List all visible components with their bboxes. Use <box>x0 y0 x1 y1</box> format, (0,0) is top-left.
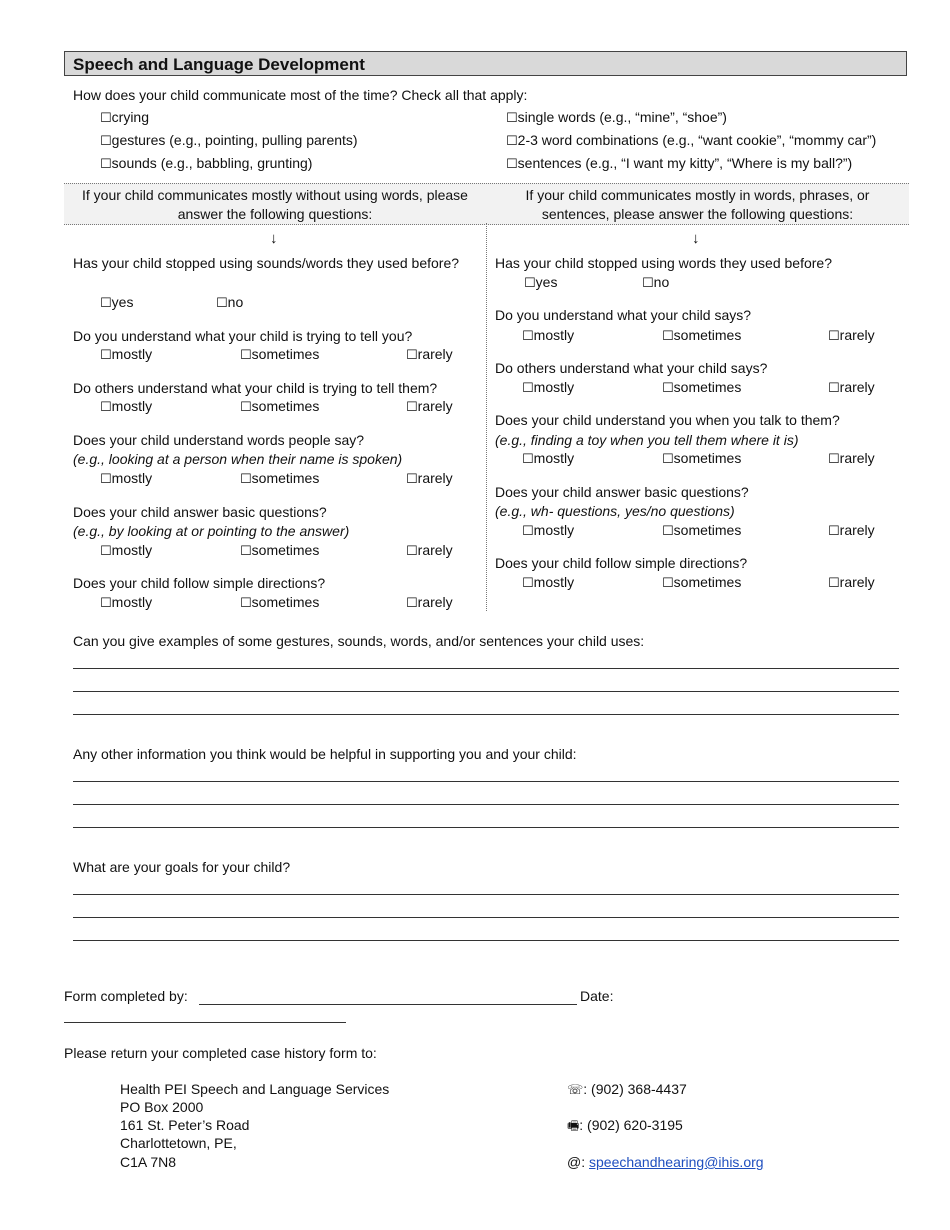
fax-info: 🖷: (902) 620-3195 <box>567 1117 683 1134</box>
left-q4-mostly[interactable]: ☐mostly <box>100 470 153 487</box>
fax-icon: 🖷 <box>567 1119 580 1134</box>
checkbox-single-words[interactable]: ☐single words (e.g., “mine”, “shoe”) <box>506 109 727 126</box>
left-q2-rarely[interactable]: ☐rarely <box>406 346 453 363</box>
right-q1-yes[interactable]: ☐yes <box>524 274 558 291</box>
right-q6-rarely[interactable]: ☐rarely <box>828 574 875 591</box>
goals-answer-line[interactable] <box>73 917 899 918</box>
left-q6-text: Does your child follow simple directions? <box>73 575 326 591</box>
goals-answer-line[interactable] <box>73 894 899 895</box>
right-q1-text: Has your child stopped using words they used before? <box>495 255 832 271</box>
right-q1-no[interactable]: ☐no <box>642 274 670 291</box>
left-q2-sometimes[interactable]: ☐sometimes <box>240 346 320 363</box>
right-q6-sometimes[interactable]: ☐sometimes <box>662 574 742 591</box>
right-q4-text: Does your child understand you when you talk to them? <box>495 412 840 428</box>
right-q5-rarely[interactable]: ☐rarely <box>828 522 875 539</box>
right-q2-sometimes[interactable]: ☐sometimes <box>662 327 742 344</box>
address-line: C1A 7N8 <box>120 1154 177 1170</box>
right-arrow-icon: ↓ <box>692 230 700 247</box>
left-q5-text: Does your child answer basic questions? <box>73 504 327 520</box>
left-q5-mostly[interactable]: ☐mostly <box>100 542 153 559</box>
checkbox-word-combinations[interactable]: ☐2-3 word combinations (e.g., “want cookie”, “mommy car”) <box>506 132 877 149</box>
examples-question: Can you give examples of some gestures, sounds, words, and/or sentences your child uses: <box>73 633 645 649</box>
right-q4-sometimes[interactable]: ☐sometimes <box>662 450 742 467</box>
phone-icon: ☏ <box>567 1083 584 1098</box>
left-q3-sometimes[interactable]: ☐sometimes <box>240 398 320 415</box>
right-q4-example: (e.g., finding a toy when you tell them where it is) <box>495 432 799 448</box>
left-q3-rarely[interactable]: ☐rarely <box>406 398 453 415</box>
goals-question: What are your goals for your child? <box>73 859 291 875</box>
right-q3-text: Do others understand what your child says? <box>495 360 768 376</box>
other-info-question: Any other information you think would be helpful in supporting you and your child: <box>73 746 577 762</box>
phone-info: ☏: (902) 368-4437 <box>567 1081 687 1098</box>
other-info-answer-line[interactable] <box>73 804 899 805</box>
address-line: Charlottetown, PE, <box>120 1135 237 1151</box>
right-q6-mostly[interactable]: ☐mostly <box>522 574 575 591</box>
right-q5-text: Does your child answer basic questions? <box>495 484 749 500</box>
left-instructions: If your child communicates mostly without using words, please answer the following questions: <box>82 187 468 222</box>
other-info-answer-line[interactable] <box>73 827 899 828</box>
left-q4-example: (e.g., looking at a person when their name is spoken) <box>73 451 403 467</box>
examples-answer-line[interactable] <box>73 668 899 669</box>
left-q5-example: (e.g., by looking at or pointing to the answer) <box>73 523 350 539</box>
left-q4-sometimes[interactable]: ☐sometimes <box>240 470 320 487</box>
right-q4-rarely[interactable]: ☐rarely <box>828 450 875 467</box>
left-q1-yes[interactable]: ☐yes <box>100 294 134 311</box>
left-q1-no[interactable]: ☐no <box>216 294 244 311</box>
date-field[interactable] <box>64 1022 346 1023</box>
other-info-answer-line[interactable] <box>73 781 899 782</box>
right-q3-mostly[interactable]: ☐mostly <box>522 379 575 396</box>
section-title: Speech and Language Development <box>64 51 907 76</box>
right-q2-text: Do you understand what your child says? <box>495 307 752 323</box>
left-q6-rarely[interactable]: ☐rarely <box>406 594 453 611</box>
right-q4-mostly[interactable]: ☐mostly <box>522 450 575 467</box>
right-q3-rarely[interactable]: ☐rarely <box>828 379 875 396</box>
left-q5-rarely[interactable]: ☐rarely <box>406 542 453 559</box>
email-info: @: speechandhearing@ihis.org <box>567 1154 764 1170</box>
address-line: Health PEI Speech and Language Services <box>120 1081 390 1097</box>
left-q6-mostly[interactable]: ☐mostly <box>100 594 153 611</box>
right-q5-example: (e.g., wh- questions, yes/no questions) <box>495 503 735 519</box>
right-instructions: If your child communicates mostly in words, phrases, or sentences, please answer the following questions: <box>525 187 870 222</box>
email-link[interactable]: speechandhearing@ihis.org <box>589 1154 764 1170</box>
right-q6-text: Does your child follow simple directions? <box>495 555 748 571</box>
examples-answer-line[interactable] <box>73 691 899 692</box>
column-divider <box>486 223 487 611</box>
checkbox-crying[interactable]: ☐crying <box>100 109 150 126</box>
checkbox-sentences[interactable]: ☐sentences (e.g., “I want my kitty”, “Where is my ball?”) <box>506 155 853 172</box>
date-label: Date: <box>580 988 614 1004</box>
right-q3-sometimes[interactable]: ☐sometimes <box>662 379 742 396</box>
examples-answer-line[interactable] <box>73 714 899 715</box>
right-q5-mostly[interactable]: ☐mostly <box>522 522 575 539</box>
communicate-question: How does your child communicate most of the time? Check all that apply: <box>73 87 528 103</box>
right-q2-rarely[interactable]: ☐rarely <box>828 327 875 344</box>
left-q4-text: Does your child understand words people say? <box>73 432 365 448</box>
checkbox-sounds[interactable]: ☐sounds (e.g., babbling, grunting) <box>100 155 313 172</box>
address-line: PO Box 2000 <box>120 1099 204 1115</box>
left-q3-text: Do others understand what your child is trying to tell them? <box>73 380 438 396</box>
left-arrow-icon: ↓ <box>270 230 278 247</box>
completed-by-label: Form completed by: <box>64 988 188 1004</box>
left-q5-sometimes[interactable]: ☐sometimes <box>240 542 320 559</box>
checkbox-gestures[interactable]: ☐gestures (e.g., pointing, pulling parents) <box>100 132 358 149</box>
left-q1-text: Has your child stopped using sounds/words they used before? <box>73 255 460 271</box>
left-q6-sometimes[interactable]: ☐sometimes <box>240 594 320 611</box>
left-q4-rarely[interactable]: ☐rarely <box>406 470 453 487</box>
address-line: 161 St. Peter’s Road <box>120 1117 250 1133</box>
right-q2-mostly[interactable]: ☐mostly <box>522 327 575 344</box>
left-q2-text: Do you understand what your child is trying to tell you? <box>73 328 413 344</box>
left-q3-mostly[interactable]: ☐mostly <box>100 398 153 415</box>
left-q2-mostly[interactable]: ☐mostly <box>100 346 153 363</box>
return-instructions: Please return your completed case history form to: <box>64 1045 377 1061</box>
right-q5-sometimes[interactable]: ☐sometimes <box>662 522 742 539</box>
goals-answer-line[interactable] <box>73 940 899 941</box>
completed-by-field[interactable] <box>199 1004 577 1005</box>
